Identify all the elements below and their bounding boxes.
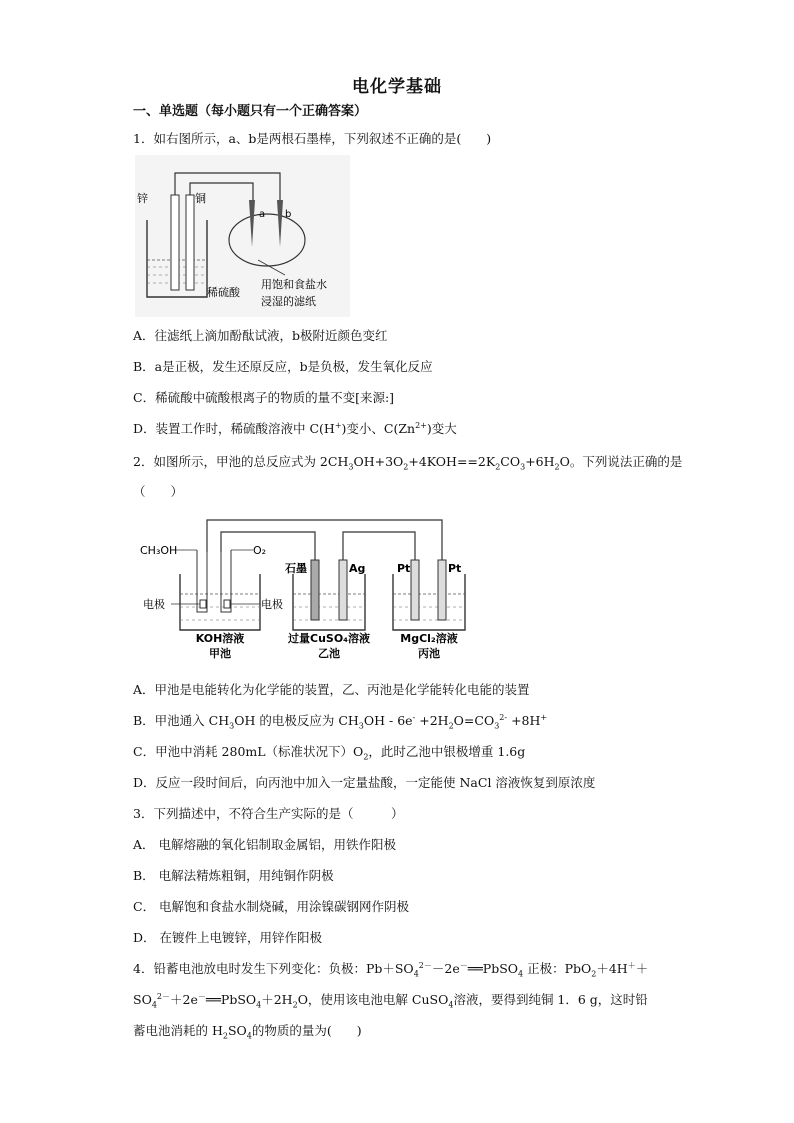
fig2-ch3oh-label: CH₃OH	[140, 544, 178, 557]
q2-option-d: D．反应一段时间后，向丙池中加入一定量盐酸，一定能使 NaCl 溶液恢复到原浓度	[133, 775, 596, 790]
fig2-koh-label: KOH溶液	[195, 632, 245, 645]
q3-option-a: A． 电解熔融的氧化铝制取金属铝，用铁作阳极	[133, 837, 397, 852]
fig2-jia-label: 甲池	[209, 647, 231, 660]
q4-line-2: $SO_4^{2-}+2e^-══PbSO_4+2H_2O$，使用该电池电解 CuSO$_4$溶液，要得到纯铜 1．6 g，这时铅	[133, 991, 648, 1010]
fig2-pt2-label: Pt	[448, 562, 462, 575]
q1-option-a: A．往滤纸上滴加酚酞试液，b极附近颜色变红	[133, 328, 388, 343]
fig2-electrode-right: 电极	[261, 598, 283, 611]
q4-line-3: 蓄电池消耗的 $H_2SO_4$的物质的量为( )	[133, 1023, 362, 1041]
fig2-cuso4-label: 过量CuSO₄溶液	[288, 632, 370, 645]
q3-option-c: C． 电解饱和食盐水制烧碱，用涂镍碳钢网作阴极	[133, 899, 410, 914]
q2-option-c: C．甲池中消耗 280mL（标准状况下）$O_2$，此时乙池中银极增重 1.6g	[133, 744, 526, 762]
fig1-paper-label-2: 浸湿的滤纸	[261, 295, 316, 308]
q1-option-c: C．稀硫酸中硫酸根离子的物质的量不变[来源:]	[133, 390, 395, 405]
q3-option-b: B． 电解法精炼粗铜，用纯铜作阴极	[133, 868, 334, 883]
fig2-yi-label: 乙池	[318, 647, 340, 660]
fig1-copper-label: 铜	[195, 192, 206, 205]
page-title: 电化学基础	[352, 77, 442, 97]
fig2-o2-label: O₂	[253, 544, 267, 557]
fig1-paper-label-1: 用饱和食盐水	[261, 278, 327, 291]
fig1-a-label: a	[259, 209, 266, 220]
q2-paren: （ ）	[133, 484, 184, 499]
q1-stem: 1．如右图所示，a、b是两根石墨棒，下列叙述不正确的是( )	[133, 131, 492, 146]
q3-stem: 3．下列描述中，不符合生产实际的是（ ）	[133, 806, 404, 821]
q2-figure	[135, 512, 470, 662]
q4-line-1: 4．铅蓄电池放电时发生下列变化：负极：$Pb+SO_4^{2-}-2e^-══PbSO_4$ 正极：PbO$_2$＋4H＋＋	[133, 960, 649, 979]
section-heading: 一、单选题（每小题只有一个正确答案）	[133, 104, 368, 119]
fig1-zinc-label: 锌	[137, 192, 148, 205]
q1-option-d: D．装置工作时，稀硫酸溶液中 C(H+)变小、$C(Zn^{2+})$变大	[133, 420, 457, 436]
q1-option-b: B．a是正极，发生还原反应，b是负极，发生氧化反应	[133, 359, 433, 374]
fig1-acid-label: 稀硫酸	[207, 286, 240, 299]
fig2-mgcl2-label: MgCl₂溶液	[400, 632, 458, 645]
q2-option-b: B．甲池通入 $CH_3OH$ 的电极反应为 $CH_3OH - 6e^- +2H_2O=CO_3^{2-} +8H^+$	[133, 712, 548, 731]
fig2-ag-label: Ag	[349, 562, 366, 575]
q2-option-a: A．甲池是电能转化为化学能的装置，乙、丙池是化学能转化电能的装置	[133, 682, 530, 697]
q2-stem: 2．如图所示，甲池的总反应式为 $2CH_3OH+3O_2+4KOH==2K_2CO_3+6H_2O$。下列说法正确的是	[133, 454, 683, 472]
fig2-graphite-label: 石墨	[285, 562, 307, 575]
q3-option-d: D． 在镀件上电镀锌，用锌作阳极	[133, 930, 322, 945]
fig2-electrode-left: 电极	[143, 598, 165, 611]
q1-figure	[135, 155, 350, 317]
fig2-pt1-label: Pt	[397, 562, 411, 575]
fig1-b-label: b	[285, 209, 292, 220]
fig2-bing-label: 丙池	[418, 647, 440, 660]
